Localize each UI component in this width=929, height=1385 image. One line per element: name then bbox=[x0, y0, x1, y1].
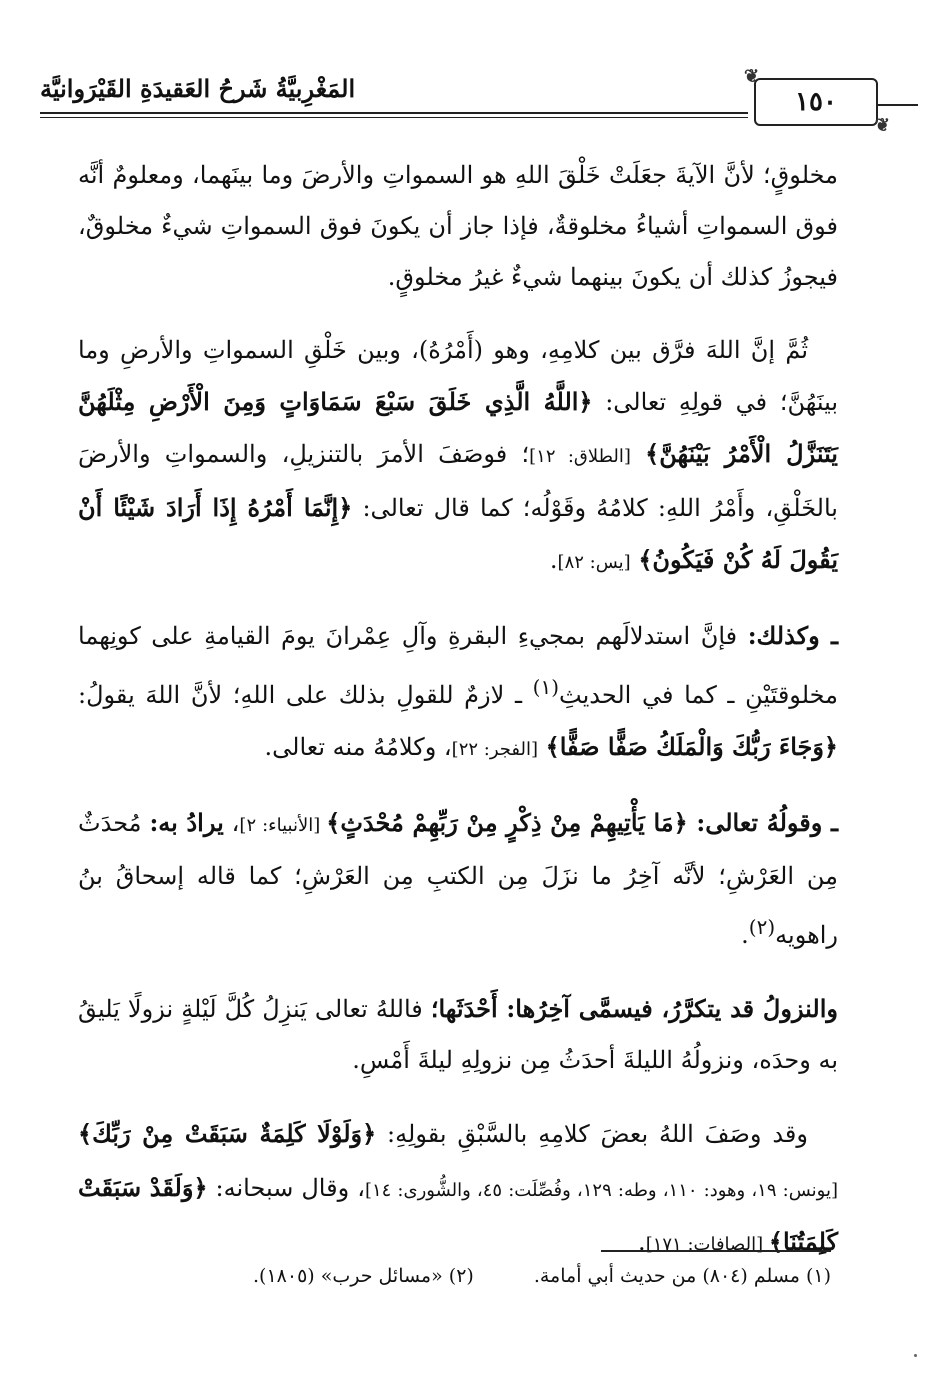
punctuation: . bbox=[638, 1228, 646, 1256]
quran-verse: ﴿مَا يَأْتِيهِمْ مِنْ ذِكْرٍ مِنْ رَبِّهِمْ مُحْدَثٍ﴾ bbox=[326, 808, 697, 837]
section-lead: يرادُ به: bbox=[149, 808, 224, 837]
footnotes bbox=[91, 1265, 831, 1287]
paragraph bbox=[78, 150, 838, 303]
paragraph bbox=[78, 610, 838, 775]
header-rule-thin bbox=[40, 117, 748, 118]
footnote-marker: (١) bbox=[532, 675, 560, 699]
footnote-marker: (٢) bbox=[748, 915, 776, 939]
verse-reference: [يونس: ١٩، وهود: ١١٠، وطه: ١٢٩، وفُصِّلَت: ٤٥، والشُّورى: ١٤] bbox=[364, 1180, 838, 1201]
main-text bbox=[78, 150, 838, 1292]
quran-verse: ﴿إِنَّمَا أَمْرُهُ إِذَا أَرَادَ شَيْئًا أَنْ يَقُولَ لَهُ كُنْ فَيَكُونُ﴾ bbox=[78, 493, 838, 574]
verse-reference: [الصافات: ١٧١] bbox=[645, 1234, 769, 1255]
ornament-icon: ❦ bbox=[874, 115, 890, 136]
paragraph-text: ثُمَّ إنَّ اللهَ فرَّق بين كلامِهِ، وهو (أَمْرُهُ)، وبين خَلْقِ السمواتِ والأرضِ وما بينَهُنَّ؛ في قولِهِ تعالى: bbox=[78, 336, 838, 416]
punctuation: . bbox=[741, 921, 749, 949]
paragraph bbox=[78, 983, 838, 1086]
punctuation: . bbox=[549, 546, 558, 574]
page-header bbox=[40, 60, 898, 136]
paragraph-text: ؛ فوصَفَ الأمرَ بالتنزيلِ، والسمواتِ والأرضَ بالخَلْقِ، وأَمْرُ اللهِ: كلامُهُ وقَوْلُه؛ كما قال تعالى: bbox=[78, 440, 838, 522]
verse-reference: [الأنبياء: ٢] bbox=[239, 815, 327, 836]
page-mark bbox=[914, 1354, 917, 1357]
paragraph-text: فاللهُ تعالى يَنزِلُ كُلَّ لَيْلةٍ نزولًا يَليقُ به وحدَه، ونزولُهُ الليلةَ أحدَثُ مِن نزولِهِ ليلةَ أَمْسِ. bbox=[78, 995, 838, 1074]
section-lead: ـ وكذلك: bbox=[747, 621, 838, 650]
verse-reference: [الطلاق: ١٢] bbox=[529, 446, 631, 467]
footnote-2: (٢) «مسائل حرب» (١٨٠٥). bbox=[253, 1265, 474, 1287]
quran-verse: ﴿اللَّهُ الَّذِي خَلَقَ سَبْعَ سَمَاوَاتٍ وَمِنَ الْأَرْضِ مِثْلَهُنَّ يَتَنَزَّلُ الْأَمْرُ بَيْنَهُنَّ﴾ bbox=[78, 387, 838, 468]
quran-verse: ﴿وَلَوْلَا كَلِمَةٌ سَبَقَتْ مِنْ رَبِّكَ﴾ bbox=[78, 1119, 377, 1148]
quran-verse: ﴿وَلَقَدْ سَبَقَتْ كَلِمَتُنَا﴾ bbox=[78, 1173, 838, 1256]
header-rule-right bbox=[878, 104, 918, 106]
footnote-separator bbox=[601, 1250, 831, 1252]
paragraph-text: فإنَّ استدلالَهم بمجيءِ البقرةِ وآلِ عِمْرانَ يومَ القيامةِ على كونِهما مخلوقتَيْنِ ـ كما في الحديثِ bbox=[78, 622, 839, 709]
quran-verse: ﴿وَجَاءَ رَبُّكَ وَالْمَلَكُ صَفًّا صَفًّا﴾ bbox=[545, 732, 838, 761]
header-rule bbox=[40, 112, 748, 114]
paragraph-text: مُحدَثٌ مِن العَرْشِ؛ لأنَّه آخِرُ ما نزَلَ مِن الكتبِ مِن العَرْشِ؛ كما قاله إسحاقُ بنُ راهويه bbox=[78, 809, 838, 949]
paragraph-text: ، وقال سبحانه: bbox=[207, 1174, 365, 1202]
paragraph bbox=[78, 325, 838, 588]
footnote-1: (١) مسلم (٨٠٤) من حديث أبي أمامة. bbox=[533, 1265, 831, 1287]
ornament-icon: ❦ bbox=[744, 66, 760, 87]
punctuation: ، bbox=[223, 809, 240, 837]
paragraph bbox=[78, 1108, 838, 1270]
paragraph-text: وقد وصَفَ اللهُ بعضَ كلامِهِ بالسَّبْقِ بقولِهِ: bbox=[376, 1120, 808, 1148]
book-title: المَغْرِبيَّةُ شَرحُ العَقيدَةِ القَيْرَوانيَّة bbox=[40, 74, 356, 103]
paragraph-text: مخلوقٍ؛ لأنَّ الآيةَ جعَلَتْ خَلْقَ اللهِ هو السمواتِ والأرضَ وما بينَهما، ومعلومٌ أنَّه فوق السمواتِ أشياءُ مخلوقةٌ، فإذا جاز أن يكونَ فوق السمواتِ شيءٌ مخلوقٌ، فيجوزُ كذلك أن يكونَ بينهما شيءٌ غيرُ مخلوقٍ. bbox=[78, 161, 839, 291]
section-lead: ـ وقولُهُ تعالى: bbox=[696, 808, 838, 837]
paragraph-text: ـ لازمٌ للقولِ بذلك على اللهِ؛ لأنَّ اللهَ يقولُ: bbox=[78, 681, 533, 709]
paragraph bbox=[78, 797, 838, 961]
paragraph-text: ، وكلامُهُ منه تعالى. bbox=[264, 733, 452, 761]
page-number: ١٥٠ bbox=[795, 87, 837, 117]
verse-reference: [يس: ٨٢] bbox=[557, 552, 631, 573]
section-lead: والنزولُ قد يتكرَّرُ، فيسمَّى آخِرُها: أَحْدَثَها؛ bbox=[430, 994, 838, 1023]
page-number-frame bbox=[744, 66, 890, 136]
verse-reference: [الفجر: ٢٢] bbox=[451, 739, 538, 760]
